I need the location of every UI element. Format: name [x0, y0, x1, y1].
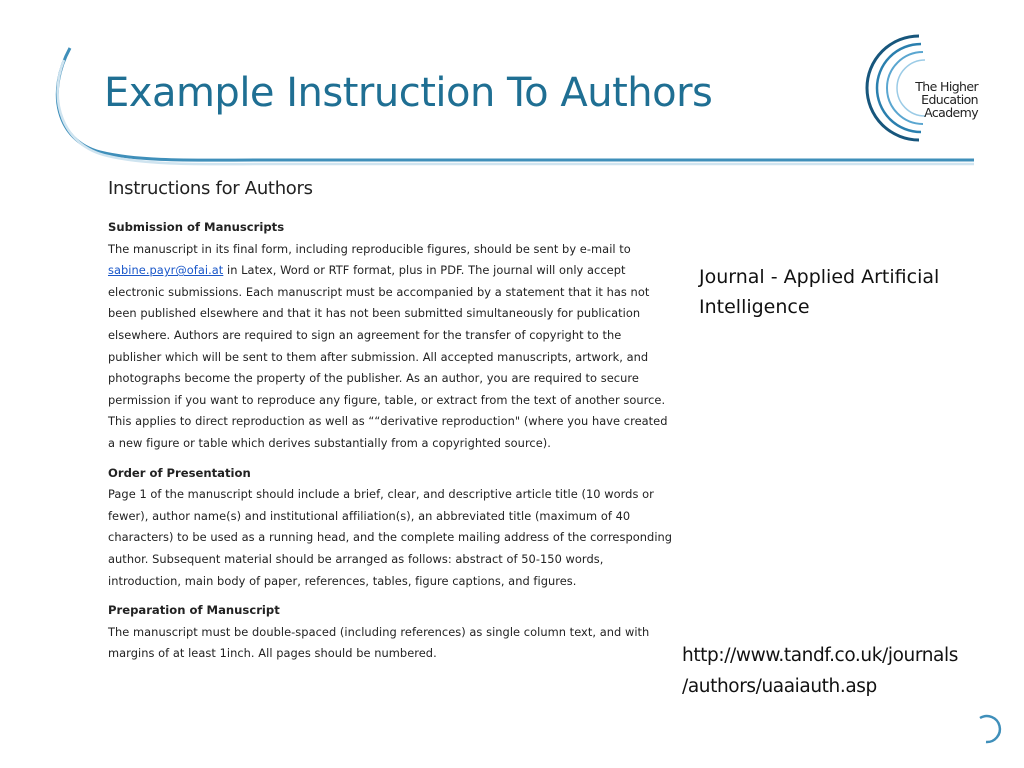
document-screenshot: [108, 178, 673, 673]
section-heading-preparation: Preparation of Manuscript: [108, 603, 280, 618]
logo-line: Academy: [924, 105, 978, 120]
section-heading-order: Order of Presentation: [108, 465, 251, 480]
url-line[interactable]: http://www.tandf.co.uk/journals: [682, 645, 958, 666]
section-body-order: Page 1 of the manuscript should include a brief, clear, and descriptive article title (10 words or fewer), author name(s) and institutional affiliation(s), an abbreviated title (maximum of 40 characters) to be used as a running head, and the complete mailing address of the corresponding author. Subsequent material should be arranged as follows: abstract of 50-150 words, introduction, main body of paper, references, tables, figure captions, and figures.: [108, 487, 673, 588]
journal-note-line: Journal - Applied Artificial: [699, 266, 940, 288]
url-line[interactable]: /authors/uaaiauth.asp: [682, 676, 877, 697]
logo-line: The Higher: [915, 79, 978, 94]
corner-swirl-icon: [980, 716, 1000, 742]
document-title: Instructions for Authors: [108, 178, 313, 199]
source-url-link[interactable]: [682, 640, 1022, 702]
section-body-preparation: The manuscript must be double-spaced (including references) as single column text, and with margins of at least 1inch. All pages should be numbered.: [108, 624, 650, 661]
section-text: in Latex, Word or RTF format, plus in PDF. The journal will only accept electronic submissions. Each manuscript must be accompanied by a statement that it has not been published elsewhere and that it has not been submitted simultaneously for publication elsewhere. Authors are required to sign an agreement for the transfer of copyright to the publisher which will be sent to them after submission. All accepted manuscripts, artwork, and photographs become the property of the publisher. As an author, you are required to secure permission if you want to reproduce any figure, table, or extract from the text of another source. This applies to direct reproduction as well as ““derivative reproduction" (where you have created a new figure or table which derives substantially from a copyrighted source).: [108, 263, 668, 450]
journal-note-line: Intelligence: [699, 296, 810, 318]
journal-note: [699, 262, 999, 322]
logo-text: [902, 80, 978, 119]
section-text: The manuscript in its final form, including reproducible figures, should be sent by e-mail to: [108, 241, 631, 256]
email-link[interactable]: sabine.payr@ofai.at: [108, 263, 224, 278]
slide-title: Example Instruction To Authors: [104, 70, 713, 116]
section-heading-submission: Submission of Manuscripts: [108, 220, 285, 234]
logo-line: Education: [921, 92, 978, 107]
section-body-submission: [108, 239, 673, 455]
